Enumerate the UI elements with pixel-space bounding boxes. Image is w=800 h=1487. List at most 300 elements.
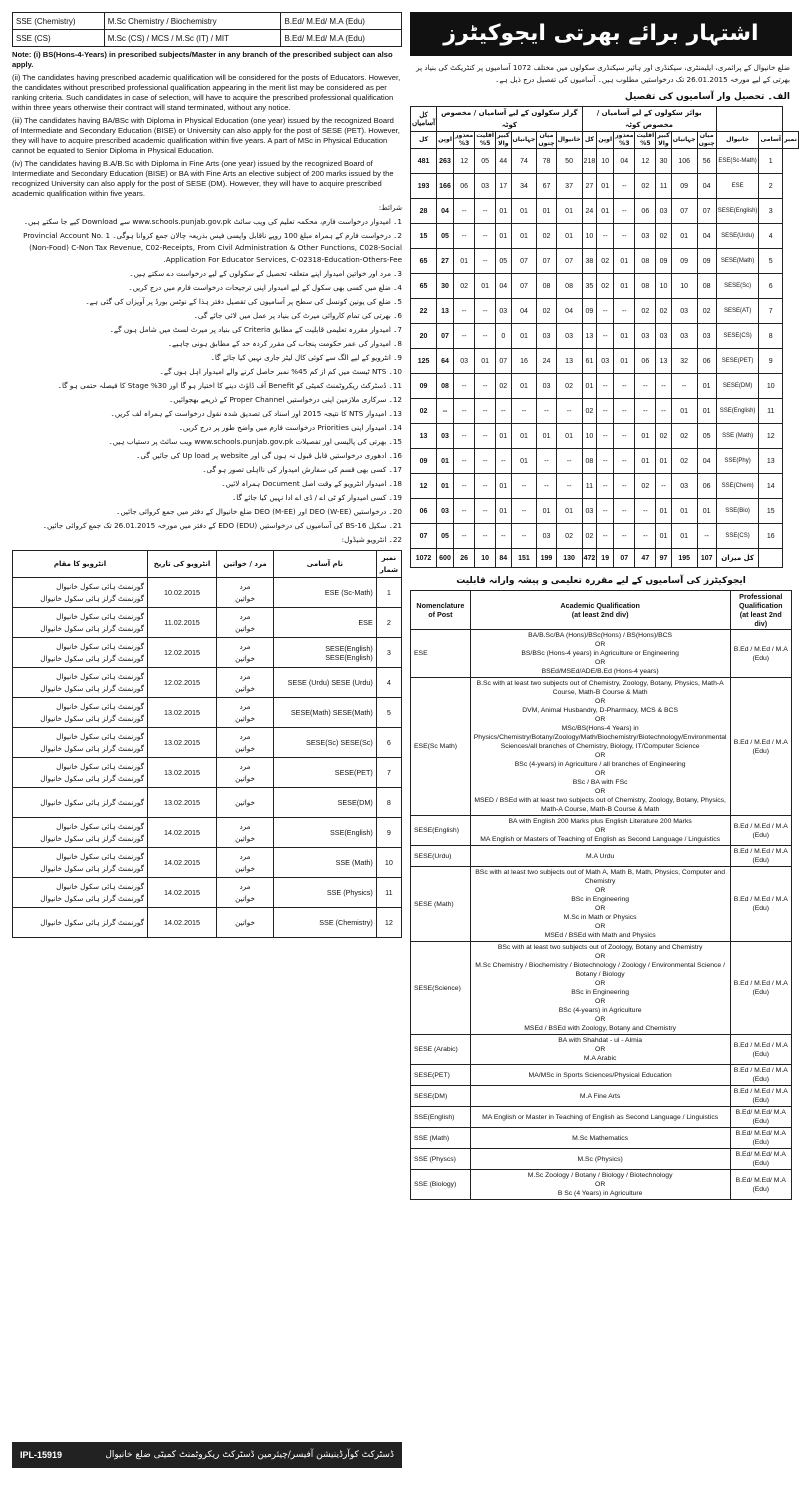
schedule-row [13,728,402,758]
posts-cell: -- [453,449,474,474]
academic-line: BSc (4-years) in Agriculture [558,1007,642,1014]
posts-cell: 16 [511,349,537,374]
or-separator: OR [595,953,606,960]
qual-post: SESE(Science) [411,942,471,1035]
place-female: گورنمنٹ گرلز ہائی سکول خانیوال [40,893,144,903]
posts-cell: 01 [496,224,512,249]
posts-post-name: SSE(English) [716,399,759,424]
place-male: گورنمنٹ ہائی سکول خانیوال [56,701,144,711]
schedule-row [13,578,402,608]
qual-post: SESE(Urdu) [411,846,471,867]
schedule-number: 10 [376,848,401,878]
posts-cell: -- [537,474,556,499]
term-number: 7 [397,325,402,334]
posts-cell: 01 [671,524,697,549]
or-separator: OR [595,998,606,1005]
group-header-total: کل آسامیاں [411,107,437,132]
posts-cell: -- [453,299,474,324]
term-item: 5۔ ضلع کی یونین کونسل کی سطح پر آسامیوں کی تفصیل دفتر ہذا کے نوٹس بورڈ پر آویزاں کی گئی ہے۔ [85,297,402,306]
posts-cell: 09 [411,449,437,474]
section-a-title: الف۔ تحصیل وار آسامیوں کی تفصیل [624,92,790,102]
top-qualification-table [12,12,402,47]
academic-label: Academic Qualification [560,601,640,610]
schedule-place [13,758,148,788]
posts-cell: 01 [614,324,635,349]
posts-cell: -- [475,249,496,274]
academic-line: M.Sc in Math or Physics [563,914,637,921]
qual-professional: B.Ed / M.Ed / M.A (Edu) [730,846,792,867]
posts-cell: 03 [671,299,697,324]
term-number: 18 [392,479,402,488]
term-number: 19 [392,493,402,502]
posts-cell: 06 [697,474,716,499]
schedule-post: ESE [274,608,377,638]
posts-row-number: 12 [759,424,783,449]
posts-cell: -- [453,199,474,224]
posts-cell: 0 [496,324,512,349]
posts-cell: 01 [614,249,635,274]
schedule-post: SSE (Physics) [274,878,377,908]
schedule-post: ESE (Sc-Math) [274,578,377,608]
posts-row-number: 7 [759,299,783,324]
term-number: 16 [392,451,402,460]
terms-section [12,202,402,546]
posts-cell: 20 [411,324,437,349]
schedule-date: 12.02.2015 [148,638,217,668]
posts-cell: 03 [656,199,672,224]
posts-cell: 02 [597,274,614,299]
posts-row [411,299,799,324]
posts-cell: 05 [697,424,716,449]
or-separator: OR [595,716,606,723]
posts-cell: 09 [671,249,697,274]
term-number: 9 [397,353,402,362]
schedule-gender [217,728,274,758]
term-number: 11 [392,381,402,390]
posts-cell: 11 [656,174,672,199]
academic-sub-label: (at least 2nd div) [571,610,629,619]
posts-cell: -- [656,374,672,399]
qualification-row [411,1128,792,1149]
posts-post-name: SSE (Math) [716,424,759,449]
schedule-number: 1 [376,578,401,608]
term-number: 1 [397,217,402,226]
schedule-gender [217,848,274,878]
posts-cell: 13 [437,299,454,324]
posts-cell: 03 [437,499,454,524]
qual-post: SESE(PET) [411,1065,471,1086]
posts-cell: 02 [656,224,672,249]
schedule-place [13,578,148,608]
posts-post-name: SESE(CS) [716,324,759,349]
schedule-header: انٹرویو کا مقام [13,551,148,578]
gender-male: مرد [239,881,251,891]
gender-female: خواتین [235,863,255,873]
posts-total-cell: 195 [671,549,697,568]
place-female: گورنمنٹ گرلز ہائی سکول خانیوال [40,917,144,927]
posts-cell: 125 [411,349,437,374]
term-item: 8۔ امیدوار کی عمر حکومت پنجاب کی مقرر کردہ حد کے مطابق ہونی چاہیے۔ [167,339,402,348]
posts-row [411,524,799,549]
posts-cell: 30 [437,274,454,299]
term-item: 20۔ درخواستیں DEO (W-EE) اور DEO (M-EE) ضلع خانیوال کے دفتر میں جمع کروائی جائیں۔ [116,507,402,516]
posts-post-name: SESE(Urdu) [716,224,759,249]
posts-cell: 08 [437,374,454,399]
schedule-date: 11.02.2015 [148,608,217,638]
posts-cell: 06 [697,349,716,374]
posts-cell: -- [556,399,582,424]
posts-cell: 22 [411,299,437,324]
qual-academic [470,1065,730,1086]
posts-cell: -- [597,374,614,399]
posts-row-number: 13 [759,449,783,474]
posts-row [411,274,799,299]
schedule-number: 7 [376,758,401,788]
schedule-place [13,608,148,638]
qual-academic [470,867,730,942]
qual-professional: B.Ed/ M.Ed/ M.A (Edu) [730,1107,792,1128]
posts-row [411,474,799,499]
place-female: گورنمنٹ گرلز ہائی سکول خانیوال [40,743,144,753]
posts-cell: 01 [475,349,496,374]
posts-cell: 07 [496,349,512,374]
posts-cell: 12 [453,149,474,174]
posts-sub-header: اوپن [597,132,614,149]
qual-post: SESE (Arabic) [411,1035,471,1065]
posts-row-number: 14 [759,474,783,499]
term-text: انٹرویو شیڈول: [341,535,387,544]
posts-cell: -- [597,449,614,474]
posts-total-row [411,549,799,568]
posts-table [410,106,799,568]
posts-cell: 03 [656,324,672,349]
posts-sub-header: کل [582,132,597,149]
posts-cell: -- [614,424,635,449]
posts-cell: 50 [556,149,582,174]
notes-section [12,50,402,199]
posts-cell: 03 [537,324,556,349]
posts-cell: 02 [597,249,614,274]
schedule-post: SSE (Chemistry) [274,908,377,938]
posts-sub-header: میاں چنوں [538,132,555,147]
schedule-number: 4 [376,668,401,698]
term-item: 12۔ سرکاری ملازمین اپنی درخواستیں Proper Channel کے ذریعے بھجوائیں۔ [169,395,402,404]
term-item: 4۔ ضلع میں کسی بھی سکول کے لیے امیدوار اپنی ترجیحات درخواست فارم میں درج کریں۔ [128,283,402,292]
or-separator: OR [595,1181,606,1188]
qual-post: SSE (Biology) [411,1170,471,1200]
academic-line: BSc with at least two subjects out of Math A, Math B, Math, Physics, Computer and Chemistry [475,869,725,885]
posts-post-name: SESE(PET) [716,349,759,374]
top-professional-cell: B.Ed/ M.Ed/ M.A (Edu) [281,30,402,47]
schedule-gender [217,758,274,788]
posts-cell: 01 [671,499,697,524]
posts-total-cell: 26 [453,549,474,568]
qual-header-professional [730,591,792,630]
posts-cell: 10 [597,149,614,174]
schedule-date: 13.02.2015 [148,728,217,758]
term-item: 22۔ انٹرویو شیڈول: [341,535,402,544]
term-text: ضلع کی یونین کونسل کی سطح پر آسامیوں کی تفصیل دفتر ہذا کے نوٹس بورڈ پر آویزاں کی گئی ہے۔ [85,297,391,306]
academic-line: M.Sc Zoology / Botany / Biology / Biotechnology [527,1172,673,1179]
qualification-row [411,816,792,846]
posts-cell: 02 [635,174,656,199]
interview-schedule-table [12,550,402,938]
posts-cell: -- [475,374,496,399]
term-item: 3۔ مرد اور خواتین امیدوار اپنے متعلقہ تحصیل کے سکولوں کے لیے درخواست دے سکتے ہیں۔ [129,269,402,278]
posts-cell: -- [496,449,512,474]
schedule-place [13,848,148,878]
posts-cell: 481 [411,149,437,174]
posts-cell: 03 [635,324,656,349]
posts-cell: 07 [511,274,537,299]
posts-cell: 02 [537,224,556,249]
qualification-row [411,1035,792,1065]
posts-total-cell: 97 [656,549,672,568]
posts-total-cell: 600 [437,549,454,568]
posts-cell: 11 [582,474,597,499]
schedule-post: SSE (Math) [274,848,377,878]
posts-total-cell: 151 [511,549,537,568]
signature-authority: ڈسٹرکٹ کوآرڈینیشن آفیسر/چیئرمین ڈسٹرکٹ ریکروٹمنٹ کمیٹی ضلع خانیوال [105,1450,394,1460]
place-male: گورنمنٹ ہائی سکول خانیوال [56,881,144,891]
posts-total-cell: 199 [537,549,556,568]
schedule-post: SESE(DM) [274,788,377,818]
professional-sub-label: (at least 2nd div) [739,610,782,628]
schedule-header: مرد / خواتین [217,551,274,578]
posts-cell: 01 [614,274,635,299]
posts-cell: 03 [597,349,614,374]
qual-post: ESE(Sc Math) [411,678,471,816]
posts-cell: 01 [556,499,582,524]
academic-line: BSc in Engineering [571,989,630,996]
schedule-place [13,878,148,908]
schedule-row [13,608,402,638]
qual-professional: B.Ed/ M.Ed/ M.A (Edu) [730,1170,792,1200]
posts-cell: 24 [537,349,556,374]
gender-female: خواتین [235,713,255,723]
place-female: گورنمنٹ گرلز ہائی سکول خانیوال [40,797,144,807]
place-female: گورنمنٹ گرلز ہائی سکول خانیوال [40,623,144,633]
posts-cell: 10 [656,274,672,299]
term-text: کسی بھی قسم کی سفارش امیدوار کی نااہلی تصور ہو گی۔ [202,465,387,474]
qual-academic [470,1107,730,1128]
or-separator: OR [595,827,606,834]
term-number: 17 [392,465,402,474]
qual-professional: B.Ed / M.Ed / M.A (Edu) [730,816,792,846]
posts-cell: 13 [411,424,437,449]
posts-cell: -- [614,224,635,249]
posts-cell: -- [475,299,496,324]
schedule-row [13,788,402,818]
posts-cell: -- [656,474,672,499]
posts-cell: 01 [511,424,537,449]
posts-cell: 01 [635,449,656,474]
posts-cell: 01 [556,424,582,449]
term-item: 13۔ امیدوار NTS کا نتیجہ 2015 اور اسناد کی تصدیق شدہ نقول درخواست کے ہمراہ لف کریں۔ [110,409,402,418]
term-item: 11۔ ڈسٹرکٹ ریکروٹمنٹ کمیٹی کو Benefit آف ڈاؤٹ دینے کا اختیار ہو گا اور 30% Stage کا فیصلہ حتمی ہو گا۔ [57,381,402,390]
posts-row-number: 1 [759,149,783,174]
qualification-row [411,846,792,867]
posts-cell: 01 [511,449,537,474]
posts-cell: 01 [496,499,512,524]
footer-bar [12,1442,402,1468]
academic-line: DVM, Animal Husbandry, D-Pharmacy, MCS & BCS [522,707,678,714]
posts-row [411,174,799,199]
posts-total-cell: 07 [614,549,635,568]
schedule-number: 6 [376,728,401,758]
posts-cell: 13 [556,349,582,374]
qual-academic [470,1035,730,1065]
posts-post-name: SSE(Chem) [716,474,759,499]
posts-cell: 02 [635,474,656,499]
place-female: گورنمنٹ گرلز ہائی سکول خانیوال [40,773,144,783]
posts-cell: -- [635,374,656,399]
or-separator: OR [595,887,606,894]
posts-cell: 44 [496,149,512,174]
posts-post-name: ESE [716,174,759,199]
posts-cell: 01 [697,499,716,524]
posts-cell: 01 [671,224,697,249]
posts-cell: -- [453,374,474,399]
qual-academic [470,816,730,846]
schedule-gender [217,608,274,638]
schedule-place [13,818,148,848]
posts-cell: 02 [656,299,672,324]
academic-line: BSEd/MSEd/ADE/B.Ed (Hons-4 years) [541,668,659,675]
posts-total-cell: 47 [635,549,656,568]
term-text: امیدوار NTS کا نتیجہ 2015 اور اسناد کی تصدیق شدہ نقول درخواست کے ہمراہ لف کریں۔ [110,409,387,418]
intro-text: ضلع خانیوال کے پرائمری، ایلیمنٹری، سیکنڈری اور ہائیر سیکنڈری سکولوں میں مختلف 1072 آسامیوں پر کنٹریکٹ کی بنیاد پر بھرتی کے لیے مورخہ 26.01.2015 تک درخواستیں مطلوب ہیں۔ آسامیوں کی تفصیل درج ذیل ہے۔ [416,63,790,84]
term-number: 5 [397,297,402,306]
posts-cell: 08 [556,274,582,299]
term-item: 7۔ امیدوار مقررہ تعلیمی قابلیت کے مطابق Criteria کی بنیاد پر میرٹ لسٹ میں شامل ہوں گے۔ [109,325,402,334]
posts-cell: 07 [697,199,716,224]
posts-cell: 38 [582,249,597,274]
posts-cell: 03 [496,299,512,324]
top-table-row [13,13,402,30]
posts-cell: -- [597,224,614,249]
posts-cell: 01 [437,449,454,474]
posts-sub-header: کبیر والا [497,132,510,147]
schedule-row [13,848,402,878]
posts-post-name: SESE(DM) [716,374,759,399]
schedule-date: 10.02.2015 [148,578,217,608]
posts-cell: 01 [656,499,672,524]
place-female: گورنمنٹ گرلز ہائی سکول خانیوال [40,683,144,693]
professional-label: Professional Qualification [738,592,783,610]
qual-professional: B.Ed / M.Ed / M.A (Edu) [730,1065,792,1086]
schedule-gender [217,788,274,818]
advert-code: IPL-15919 [20,1450,63,1460]
term-item: 19۔ کسی امیدوار کو ٹی اے / ڈی اے ادا نہیں کیا جائے گا۔ [232,493,402,502]
term-number: 14 [392,423,402,432]
term-item: 16۔ ادھوری درخواستیں قابل قبول نہ ہوں گی اور website پر Up load کی جائیں گی۔ [136,451,402,460]
posts-cell: 01 [496,199,512,224]
academic-line: MA English or Master in Teaching of English as Second Language / Linguistics [482,1113,719,1121]
posts-cell: -- [635,499,656,524]
posts-cell: -- [635,399,656,424]
posts-total-cell: 19 [597,549,614,568]
schedule-gender [217,818,274,848]
qual-professional: B.Ed / M.Ed / M.A (Edu) [730,1035,792,1065]
posts-post-name: SSE(Phy) [716,449,759,474]
qualification-row [411,678,792,816]
schedule-date: 14.02.2015 [148,878,217,908]
or-separator: OR [595,698,606,705]
term-number: 21 [392,521,402,530]
posts-cell: 01 [656,449,672,474]
qualification-row [411,1149,792,1170]
term-item: 6۔ بھرتی کی تمام کاروائی میرٹ کی بنیاد پر عمل میں لائی جائے گی۔ [193,311,402,320]
schedule-number: 12 [376,908,401,938]
posts-cell: -- [453,424,474,449]
place-female: گورنمنٹ گرلز ہائی سکول خانیوال [40,653,144,663]
posts-cell: 61 [582,349,597,374]
or-separator: OR [595,1016,606,1023]
term-text: امیدوار درخواست فارم، محکمہ تعلیم کی ویب سائٹ www.schools.punjab.gov.pk سے Download کیے جا سکتے ہیں۔ [23,217,391,226]
qual-post: ESE [411,630,471,678]
posts-cell: 10 [582,224,597,249]
term-number: 3 [397,269,402,278]
posts-cell: -- [597,474,614,499]
schedule-place [13,638,148,668]
posts-cell: 10 [582,424,597,449]
posts-total-cell [759,549,783,568]
academic-line: MA English or Masters of Teaching of English as Second Language / Linguistics [480,836,721,843]
schedule-date: 13.02.2015 [148,698,217,728]
posts-cell: 07 [671,199,697,224]
or-separator: OR [595,641,606,648]
posts-cell: 65 [411,249,437,274]
posts-post-name: SESE(English) [716,199,759,224]
place-female: گورنمنٹ گرلز ہائی سکول خانیوال [40,833,144,843]
posts-post-name: SESE(AT) [716,299,759,324]
posts-post-name: ESE(Sc-Math) [716,149,759,174]
qualification-row [411,1107,792,1128]
term-text: بھرتی کی پالیسی اور تفصیلات www.schools.punjab.gov.pk ویب سائٹ پر دستیاب ہیں۔ [108,437,387,446]
posts-cell: -- [614,524,635,549]
posts-cell: -- [614,449,635,474]
or-separator: OR [595,1046,606,1053]
posts-cell: -- [614,399,635,424]
posts-cell: 02 [582,524,597,549]
term-number: 10 [392,367,402,376]
qual-academic [470,1170,730,1200]
academic-line: BSc / BA with FSc [572,779,628,786]
term-number: 6 [397,311,402,320]
posts-cell: -- [453,399,474,424]
note-item: (ii) The candidates having prescribed academic qualification will be considered for the posts of Educators. However, the candidates without prescribed professional qualification appearing in the merit list may be considered as per ranking criteria. Such candidates in case of selection, will have to acquire the prescribed professional qualification within three years otherwise their contract will stand terminated, without any notice. [12,73,401,112]
posts-total-cell: 107 [697,549,716,568]
posts-cell: 06 [411,499,437,524]
posts-cell: -- [656,399,672,424]
term-text: امیدوار مقررہ تعلیمی قابلیت کے مطابق Criteria کی بنیاد پر میرٹ لسٹ میں شامل ہوں گے۔ [109,325,391,334]
schedule-row [13,668,402,698]
qual-post: SSE (Physcs) [411,1149,471,1170]
posts-cell: 01 [496,424,512,449]
term-item: 9۔ انٹرویو کے لیے الگ سے کوئی کال لیٹر جاری نہیں کیا جائے گا۔ [210,353,402,362]
posts-cell: -- [597,399,614,424]
qualification-row [411,942,792,1035]
posts-cell: 09 [697,249,716,274]
schedule-post: SESE(Math) SESE(Math) [274,698,377,728]
posts-cell: 02 [556,374,582,399]
qualification-row [411,1170,792,1200]
posts-cell: 15 [411,224,437,249]
term-number: 2 [397,231,402,240]
place-male: گورنمنٹ ہائی سکول خانیوال [56,731,144,741]
qual-academic [470,942,730,1035]
